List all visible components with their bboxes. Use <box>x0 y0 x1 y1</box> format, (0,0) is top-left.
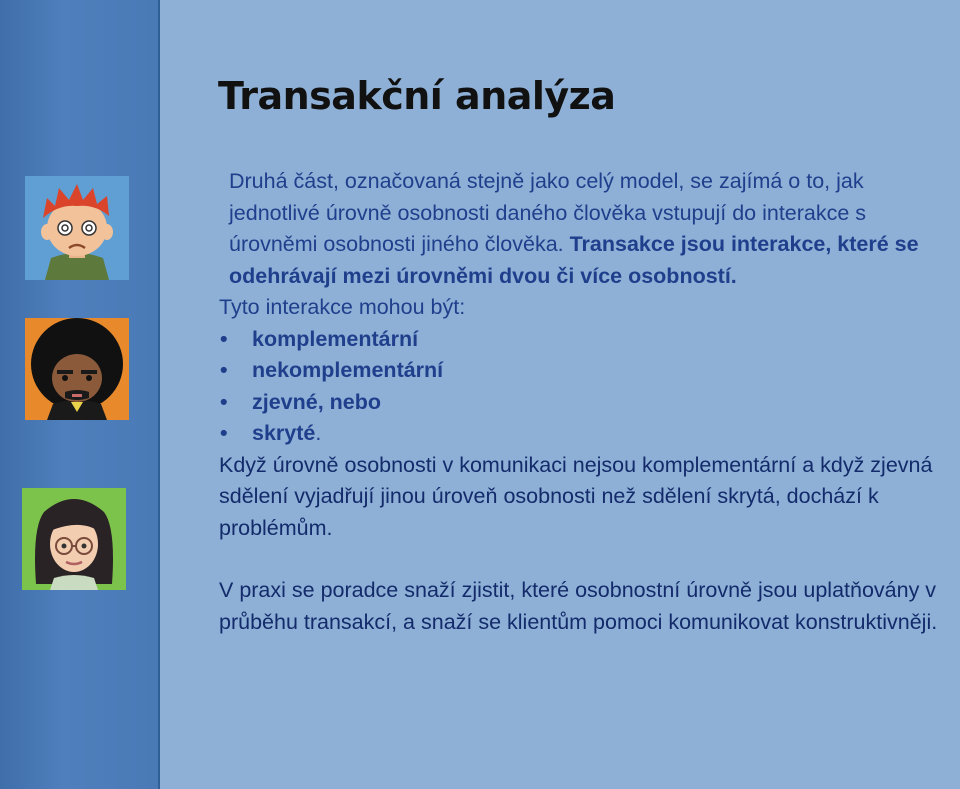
list-item: • nekomplementární <box>219 355 959 387</box>
list-item: • zjevné, nebo <box>219 387 959 419</box>
interaction-types-list <box>219 324 959 450</box>
sidebar <box>0 0 160 789</box>
red-haired-boy-avatar-icon <box>25 176 129 280</box>
list-item: • skryté. <box>219 418 959 450</box>
paragraph-practice: V praxi se poradce snaží zjistit, které osobnostní úrovně jsou uplatňovány v průběhu transakcí, a snaží se klientům pomoci komunikovat konstruktivněji. <box>219 578 938 634</box>
interactions-intro: Tyto interakce mohou být: <box>219 295 466 319</box>
paragraph-problems: Když úrovně osobnosti v komunikaci nejsou komplementární a když zjevná sdělení vyjadřují jinou úroveň osobnosti než sdělení skrytá, dochází k problémům. <box>219 452 933 540</box>
paragraph-transactions <box>219 166 959 292</box>
paragraph-transactions-text: Druhá část, označovaná stejně jako celý model, se zajímá o to, jak jednotlivé úrovně osobnosti daného člověka vstupují do interakce s úrovněmi osobnosti jiného člověka. <box>229 169 867 256</box>
transactions-definition: Transakce jsou interakce, které se odehrávají mezi úrovněmi dvou či více osobností. <box>229 232 919 288</box>
list-item: • komplementární <box>219 324 959 356</box>
woman-with-glasses-avatar-icon <box>22 488 126 590</box>
slide-body <box>219 166 959 638</box>
afro-man-avatar-icon <box>25 318 129 420</box>
slide-title: Transakční analýza <box>218 74 616 118</box>
